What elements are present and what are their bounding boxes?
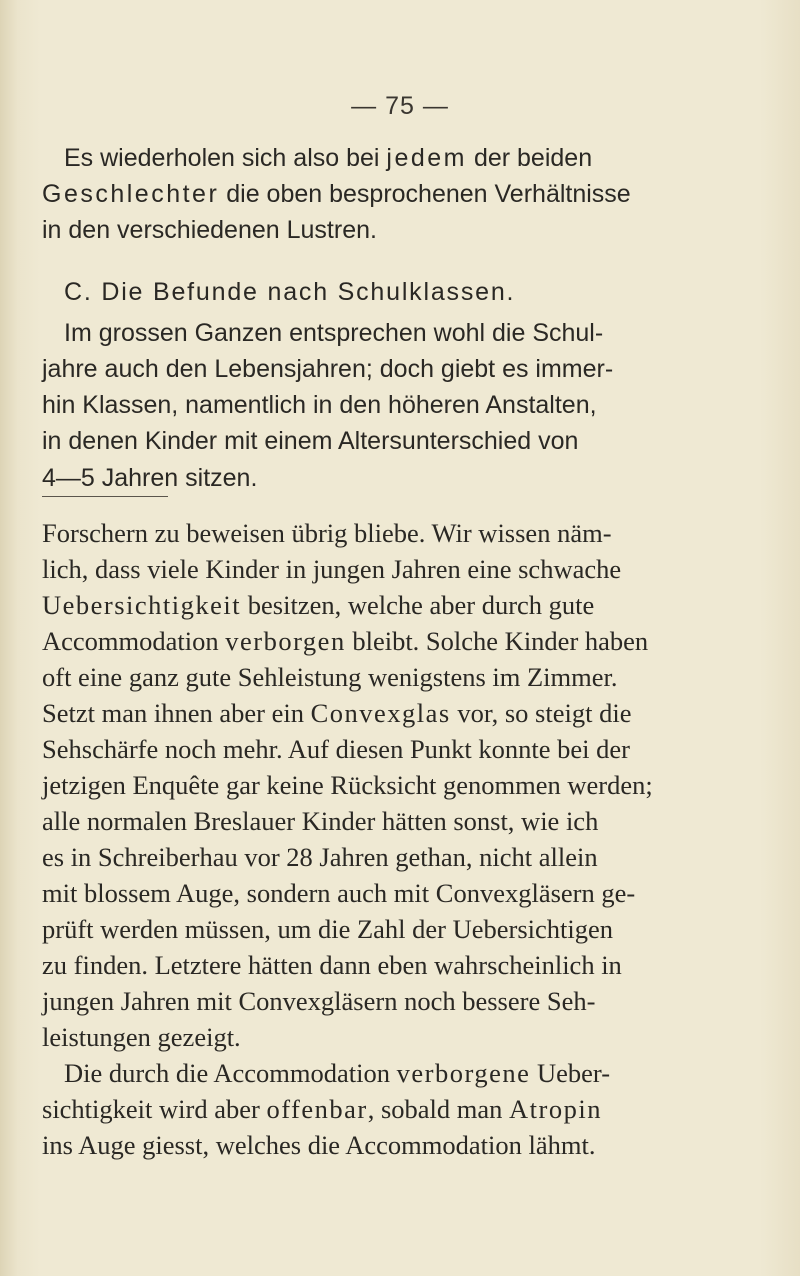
footnote-divider	[42, 496, 168, 497]
footnote-line	[42, 625, 648, 657]
spaced-emphasis: offenbar	[266, 1094, 368, 1124]
text-run: die oben besprochenen Verhältnisse	[219, 180, 631, 208]
text-line	[42, 178, 631, 210]
text-run: Setzt man ihnen aber ein	[42, 698, 311, 728]
footnote-line	[42, 661, 618, 693]
footnote-line	[42, 589, 594, 621]
text-run: Sehschärfe noch mehr. Auf diesen Punkt konnte bei der	[42, 734, 631, 764]
spaced-emphasis: Geschlechter	[42, 180, 220, 208]
section-heading: C. Die Befunde nach Schulklassen.	[64, 278, 516, 306]
page-number: — 75 —	[351, 92, 449, 120]
footnote-line	[42, 805, 598, 837]
text-run: sichtigkeit wird aber	[42, 1094, 267, 1124]
spaced-emphasis: verborgene	[396, 1058, 531, 1088]
footnote-line	[42, 1093, 602, 1125]
text-line	[42, 214, 377, 246]
footnote-line	[42, 913, 613, 945]
text-line: Im grossen Ganzen entsprechen wohl die Schul-	[64, 319, 604, 347]
footnote-line	[42, 985, 595, 1017]
spaced-emphasis: jedem	[386, 144, 467, 172]
text-run: prüft werden müssen, um die Zahl der Uebersichtigen	[42, 914, 614, 944]
text-run: Ueber-	[530, 1058, 611, 1088]
text-run: vor, so steigt die	[450, 698, 632, 728]
text-run: leistungen gezeigt.	[42, 1022, 241, 1052]
footnote-line	[42, 769, 653, 801]
spaced-emphasis: Uebersichtigkeit	[42, 590, 242, 620]
spaced-emphasis: Atropin	[509, 1094, 602, 1124]
text-run: oft eine ganz gute Sehleistung wenigstens im Zimmer.	[42, 662, 618, 692]
footnote-line	[42, 697, 631, 729]
text-run: , sobald man	[367, 1094, 510, 1124]
text-line	[64, 142, 592, 174]
text-line: jahre auch den Lebensjahren; doch giebt es immer-	[42, 355, 614, 383]
text-run: Die durch die Accommodation	[64, 1058, 397, 1088]
text-run: jetzigen Enquête gar keine Rücksicht genommen werden;	[42, 770, 653, 800]
spaced-emphasis: Convexglas	[310, 698, 451, 728]
footnote-line	[64, 1057, 610, 1089]
text-line: in denen Kinder mit einem Altersunterschied von	[42, 427, 579, 455]
text-run: der beiden	[467, 144, 593, 172]
text-run: in den verschiedenen Lustren.	[42, 216, 377, 244]
footnote-line	[42, 1129, 595, 1161]
text-run: jungen Jahren mit Convexgläsern noch bessere Seh-	[42, 986, 596, 1016]
text-run: ins Auge giesst, welches die Accommodation lähmt.	[42, 1130, 596, 1160]
footnote-line	[42, 841, 598, 873]
text-run: besitzen, welche aber durch gute	[241, 590, 595, 620]
text-run: Accommodation	[42, 626, 226, 656]
text-line: hin Klassen, namentlich in den höheren Anstalten,	[42, 391, 597, 419]
text-run: lich, dass viele Kinder in jungen Jahren eine schwache	[42, 554, 622, 584]
text-run: bleibt. Solche Kinder haben	[345, 626, 649, 656]
footnote-line	[42, 1021, 241, 1053]
footnote-line	[42, 877, 635, 909]
text-run: alle normalen Breslauer Kinder hätten sonst, wie ich	[42, 806, 599, 836]
footnote-line	[42, 949, 622, 981]
text-run: Es wiederholen sich also bei	[64, 144, 387, 172]
text-line: 4—5 Jahren sitzen.	[42, 464, 258, 492]
footnote-line	[42, 553, 621, 585]
text-run: zu finden. Letztere hätten dann eben wahrscheinlich in	[42, 950, 622, 980]
text-run: es in Schreiberhau vor 28 Jahren gethan, nicht allein	[42, 842, 598, 872]
spaced-emphasis: verborgen	[225, 626, 346, 656]
footnote-line	[42, 517, 612, 549]
text-run: Forschern zu beweisen übrig bliebe. Wir wissen näm-	[42, 518, 612, 548]
text-run: mit blossem Auge, sondern auch mit Convexgläsern ge-	[42, 878, 636, 908]
footnote-line	[42, 733, 630, 765]
